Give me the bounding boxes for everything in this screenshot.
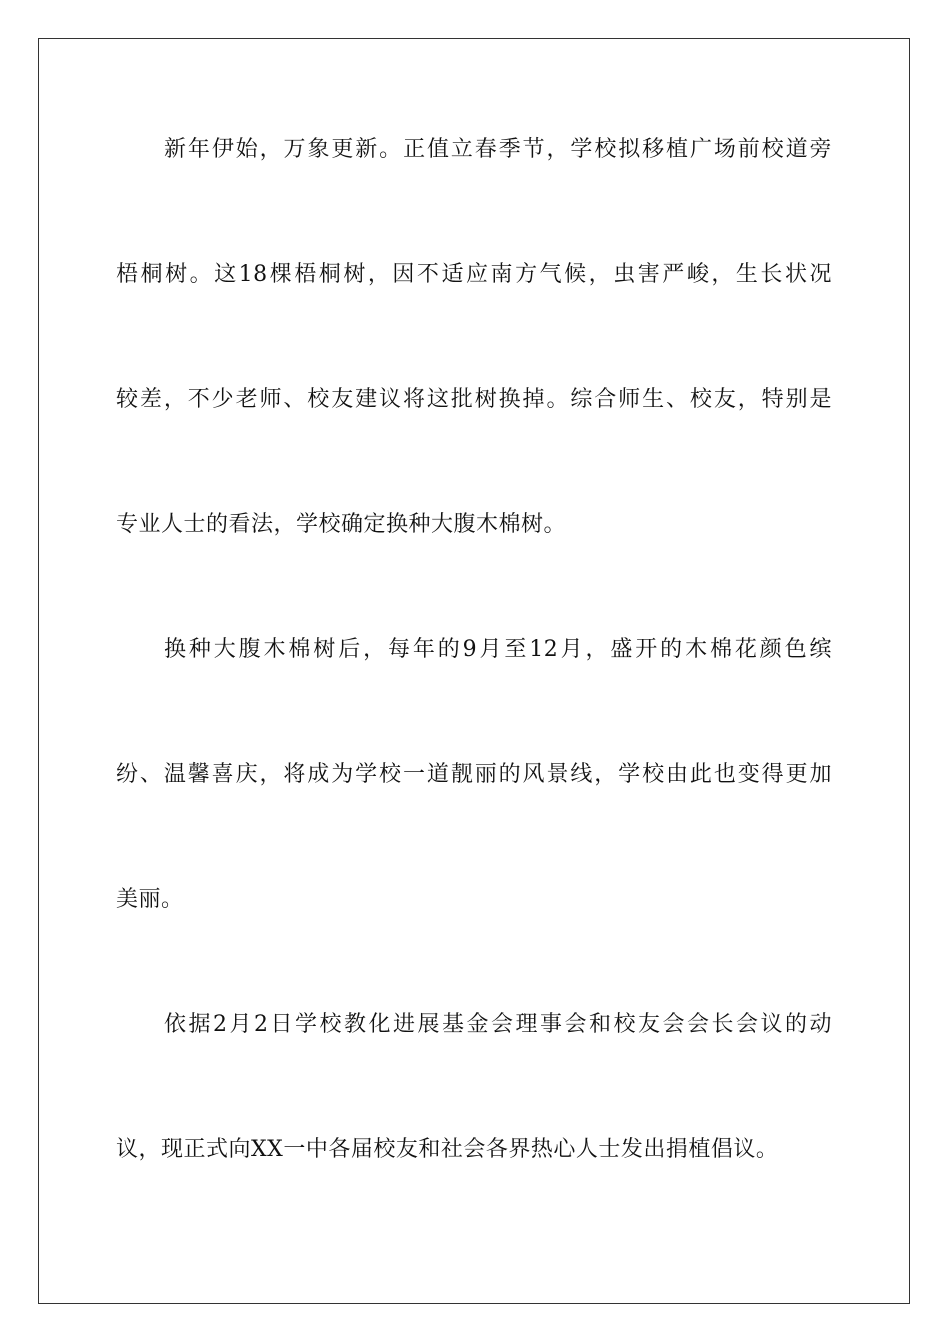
paragraph-3-line-2: 议，现正式向XX一中各届校友和社会各界热心人士发出捐植倡议。 bbox=[116, 1137, 779, 1162]
paragraph-1-line-2: 梧桐树。这18棵梧桐树，因不适应南方气候，虫害严峻，生长状况 bbox=[116, 262, 832, 287]
paragraph-1-line-3: 较差，不少老师、校友建议将这批树换掉。综合师生、校友，特别是 bbox=[116, 387, 832, 412]
page-border bbox=[38, 38, 910, 1304]
paragraph-2-line-3: 美丽。 bbox=[116, 887, 184, 912]
paragraph-2-line-2: 纷、温馨喜庆，将成为学校一道靓丽的风景线，学校由此也变得更加 bbox=[116, 762, 832, 787]
paragraph-1-line-4: 专业人士的看法，学校确定换种大腹木棉树。 bbox=[116, 512, 567, 537]
paragraph-1-line-1: 新年伊始，万象更新。正值立春季节，学校拟移植广场前校道旁 bbox=[164, 137, 832, 162]
paragraph-3-line-1: 依据2月2日学校教化进展基金会理事会和校友会会长会议的动 bbox=[164, 1012, 832, 1037]
paragraph-2-line-1: 换种大腹木棉树后，每年的9月至12月，盛开的木棉花颜色缤 bbox=[164, 637, 832, 662]
